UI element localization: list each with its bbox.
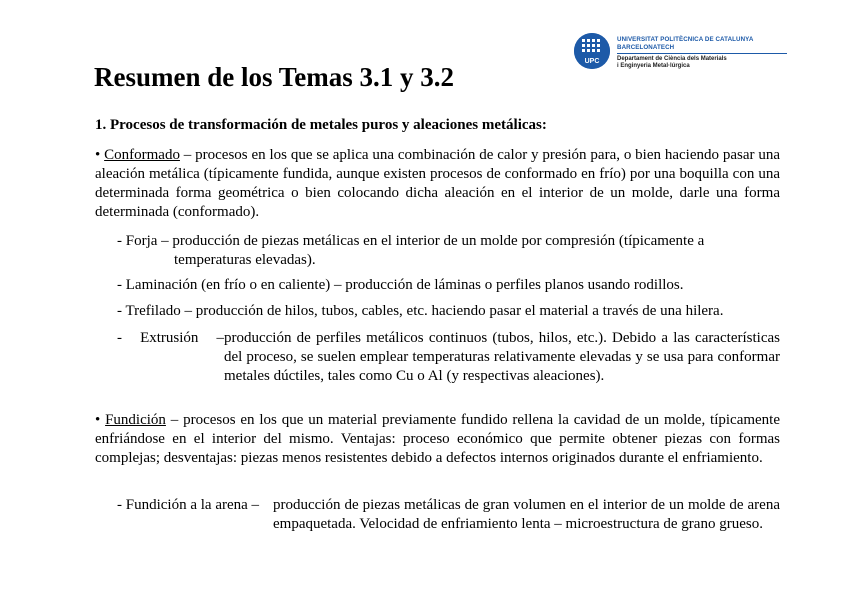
university-line-2: BARCELONATECH [617,43,675,51]
page-title: Resumen de los Temas 3.1 y 3.2 [94,62,455,92]
list-item-fundicion-arena [117,496,780,534]
logo-divider [617,53,787,54]
fundicion-text: – procesos en los que un material previamente fundido rellena la cavidad de un molde, típicamente enfriándose en el interior del mismo. Ventajas: proceso económico que permite obtener piezas con formas complejas; desventajas: piezas menos resistentes debido a defectos internos originados durante el enfriamiento. [95,412,781,466]
fundicion-paragraph [95,411,780,468]
list-item-trefilado: - Trefilado – producción de hilos, tubos, cables, etc. haciendo pasar el material a través de una hilera. [117,303,724,319]
conformado-paragraph [95,146,780,222]
conformado-text: – procesos en los que se aplica una combinación de calor y presión para, o bien haciendo pasar una aleación metálica (típicamente fundida, aunque existen procesos de conformado en frío) por una boquilla con una determinada forma geométrica o bien colocando dicha aleación en el interior de un molde, darle una forma determinada (conformado). [95,147,781,220]
forja-text-continued: temperaturas elevadas). [174,252,316,268]
upc-emblem-icon [574,33,610,69]
forja-text: - Forja – producción de piezas metálicas en el interior de un molde por compresión (típicamente a [117,233,705,249]
emblem-text: UPC [584,58,600,65]
arena-body: producción de piezas metálicas de gran volumen en el interior de un molde de arena empaquetada. Velocidad de enfriamiento lenta – microestructura de grano grueso. [273,497,780,532]
department-line-2: i Enginyeria Metal·lúrgica [617,63,690,69]
term-conformado: Conformado [104,147,180,163]
university-name [617,36,753,51]
bullet: • [95,147,101,163]
department-name [617,56,727,70]
bullet: • [95,412,101,428]
university-logo [574,33,796,77]
department-line-1: Departament de Ciència dels Materials [617,56,727,62]
extrusion-lead: - Extrusión – [117,330,224,346]
university-line-1: UNIVERSITAT POLITÈCNICA DE CATALUNYA [617,36,754,43]
section-heading: 1. Procesos de transformación de metales puros y aleaciones metálicas: [95,117,547,133]
term-fundicion: Fundición [105,412,166,428]
list-item-forja [117,232,780,270]
list-item-laminacion: - Laminación (en frío o en caliente) – producción de láminas o perfiles planos usando rodillos. [117,277,684,293]
extrusion-body: producción de perfiles metálicos continuos (tubos, hilos, etc.). Debido a las características del proceso, se suelen emplear temperaturas relativamente elevadas y se usa para conformar metales dúctiles, tales como Cu o Al (y respectivas aleaciones). [224,330,780,384]
list-item-extrusion [117,329,780,386]
arena-lead: - Fundición a la arena – [117,497,260,513]
